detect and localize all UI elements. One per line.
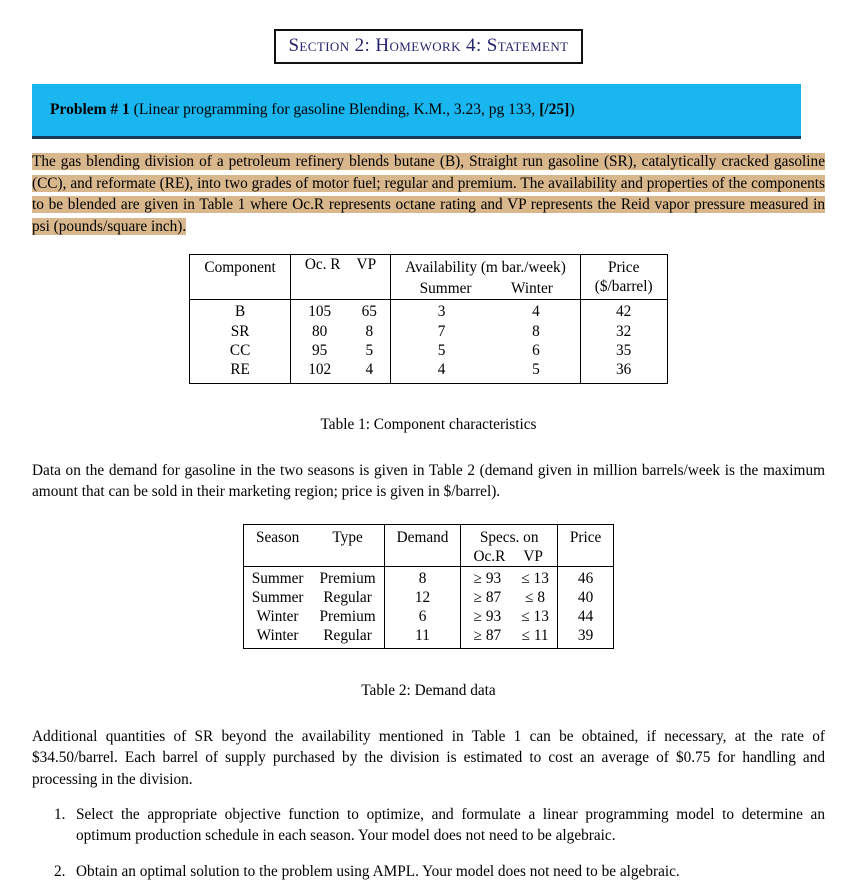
intro-paragraph <box>32 151 825 237</box>
list-item: Obtain an optimal solution to the problem using AMPL. Your model does not need to be algebraic. <box>76 862 680 880</box>
th-type: Type <box>332 528 363 546</box>
th-price: Price <box>607 259 640 276</box>
problem-marks: [/25] <box>539 101 570 118</box>
cell-winter: 5 <box>532 361 540 379</box>
th-ocr: Oc. R <box>290 255 348 279</box>
cell-season: Winter <box>256 607 299 625</box>
cell-ocr: 102 <box>290 360 348 383</box>
th-summer: Summer <box>391 279 492 300</box>
cell-vp: 65 <box>361 303 377 320</box>
th-price-group <box>580 255 667 300</box>
section-title-box <box>274 29 582 64</box>
cell-ocr: 105 <box>290 300 348 322</box>
table-row <box>190 360 667 383</box>
cell-spec-vp: ≤ 13 <box>521 569 549 587</box>
cell-winter: 6 <box>532 341 540 359</box>
cell-component: SR <box>230 322 250 340</box>
th-demand: Demand <box>384 524 461 566</box>
table-row <box>190 300 667 322</box>
intro-paragraph-text: The gas blending division of a petroleum refinery blends butane (B), Straight run gasoline (SR), catalytically cracked gasoline (CC), and reformate (RE), into two grades of motor fuel; regular and premium. The availability and properties of the components to be blended are given in Table 1 where Oc.R represents octane rating and VP represents the Reid vapor pressure measured in psi (pounds/square inch). <box>32 153 825 235</box>
cell-price: 40 <box>557 588 613 607</box>
questions-list <box>32 804 825 882</box>
table2-caption: Table 2: Demand data <box>361 681 496 699</box>
closing-paragraph: Additional quantities of SR beyond the availability mentioned in Table 1 can be obtained, if necessary, at the rate of $34.50/barrel. Each barrel of supply purchased by the division is estimated to cost an average of $0.75 for handling and processing in the division. <box>32 727 825 788</box>
cell-component: CC <box>229 341 251 359</box>
cell-price: 36 <box>580 360 667 383</box>
cell-component: RE <box>230 361 250 379</box>
th-component: Component <box>204 259 276 276</box>
table-row <box>190 341 667 360</box>
cell-type: Regular <box>323 588 372 606</box>
cell-vp: 8 <box>365 322 374 340</box>
cell-component: B <box>235 303 246 320</box>
component-characteristics-table <box>189 254 667 384</box>
mid-paragraph: Data on the demand for gasoline in the two seasons is given in Table 2 (demand given in million barrels/week is the maximum amount that can be sold in their marketing region; price is given in $/barrel). <box>32 462 825 501</box>
table2-body <box>243 566 614 648</box>
th-price: Price <box>557 524 613 566</box>
cell-demand: 11 <box>384 626 461 649</box>
th-vp-blank <box>349 279 391 300</box>
cell-winter: 8 <box>532 322 540 340</box>
cell-spec-vp: ≤ 11 <box>521 626 549 644</box>
table-row <box>243 607 614 626</box>
cell-spec-vp: ≤ 13 <box>521 607 549 625</box>
cell-vp: 4 <box>365 361 374 379</box>
cell-type: Premium <box>319 569 376 587</box>
table1-body <box>190 300 667 384</box>
th-vp: VP <box>356 256 377 273</box>
th-specs: Specs. on <box>461 524 557 547</box>
cell-summer: 3 <box>391 300 492 322</box>
cell-season: Summer <box>251 588 304 606</box>
problem-label: Problem # 1 <box>50 101 130 118</box>
cell-price: 35 <box>580 341 667 360</box>
cell-price: 42 <box>580 300 667 322</box>
problem-description: (Linear programming for gasoline Blending, K.M., 3.23, pg 133, <box>129 101 540 118</box>
th-winter: Winter <box>511 279 553 297</box>
table2-container <box>32 524 825 649</box>
cell-vp: 5 <box>365 341 374 359</box>
demand-data-table <box>243 524 615 649</box>
cell-summer: 5 <box>391 341 492 360</box>
th-season: Season <box>255 528 300 546</box>
cell-season: Summer <box>251 569 304 587</box>
table-header-row <box>243 524 614 547</box>
cell-summer: 7 <box>391 322 492 341</box>
cell-demand: 8 <box>384 566 461 588</box>
table-row <box>243 566 614 588</box>
cell-price: 32 <box>580 322 667 341</box>
cell-demand: 6 <box>384 607 461 626</box>
cell-type: Regular <box>323 626 372 644</box>
cell-type: Premium <box>319 607 376 625</box>
table-row <box>190 322 667 341</box>
th-availability: Availability (m bar./week) <box>391 255 581 279</box>
cell-price: 46 <box>557 566 613 588</box>
section-title-container <box>32 0 825 64</box>
cell-spec-ocr: ≥ 93 <box>461 607 513 626</box>
problem-header-text <box>50 101 575 119</box>
th-ocr-blank <box>290 279 348 300</box>
cell-spec-ocr: ≥ 93 <box>461 566 513 588</box>
cell-demand: 12 <box>384 588 461 607</box>
cell-summer: 4 <box>391 360 492 383</box>
list-item: Select the appropriate objective function to optimize, and formulate a linear programming model to determine an optimum production schedule in each season. Your model does not need to be algebraic. <box>76 806 825 845</box>
problem-header-band <box>32 84 801 139</box>
table1-caption: Table 1: Component characteristics <box>320 416 537 433</box>
cell-spec-vp: ≤ 8 <box>525 588 546 606</box>
cell-winter: 4 <box>532 303 540 320</box>
table-row <box>243 588 614 607</box>
th-price-unit: ($/barrel) <box>594 278 653 295</box>
table-row <box>243 626 614 649</box>
cell-price: 39 <box>557 626 613 649</box>
cell-ocr: 95 <box>290 341 348 360</box>
table-header-row <box>190 255 667 279</box>
problem-description-tail: ) <box>569 101 575 118</box>
cell-season: Winter <box>256 626 299 644</box>
table1-container <box>32 254 825 382</box>
cell-price: 44 <box>557 607 613 626</box>
th-specs-ocr: Oc.R <box>461 547 513 567</box>
cell-spec-ocr: ≥ 87 <box>461 588 513 607</box>
th-specs-vp: VP <box>523 547 543 565</box>
cell-ocr: 80 <box>290 322 348 341</box>
page-title: Section 2: Homework 4: Statement <box>288 35 569 56</box>
cell-spec-ocr: ≥ 87 <box>461 626 513 649</box>
